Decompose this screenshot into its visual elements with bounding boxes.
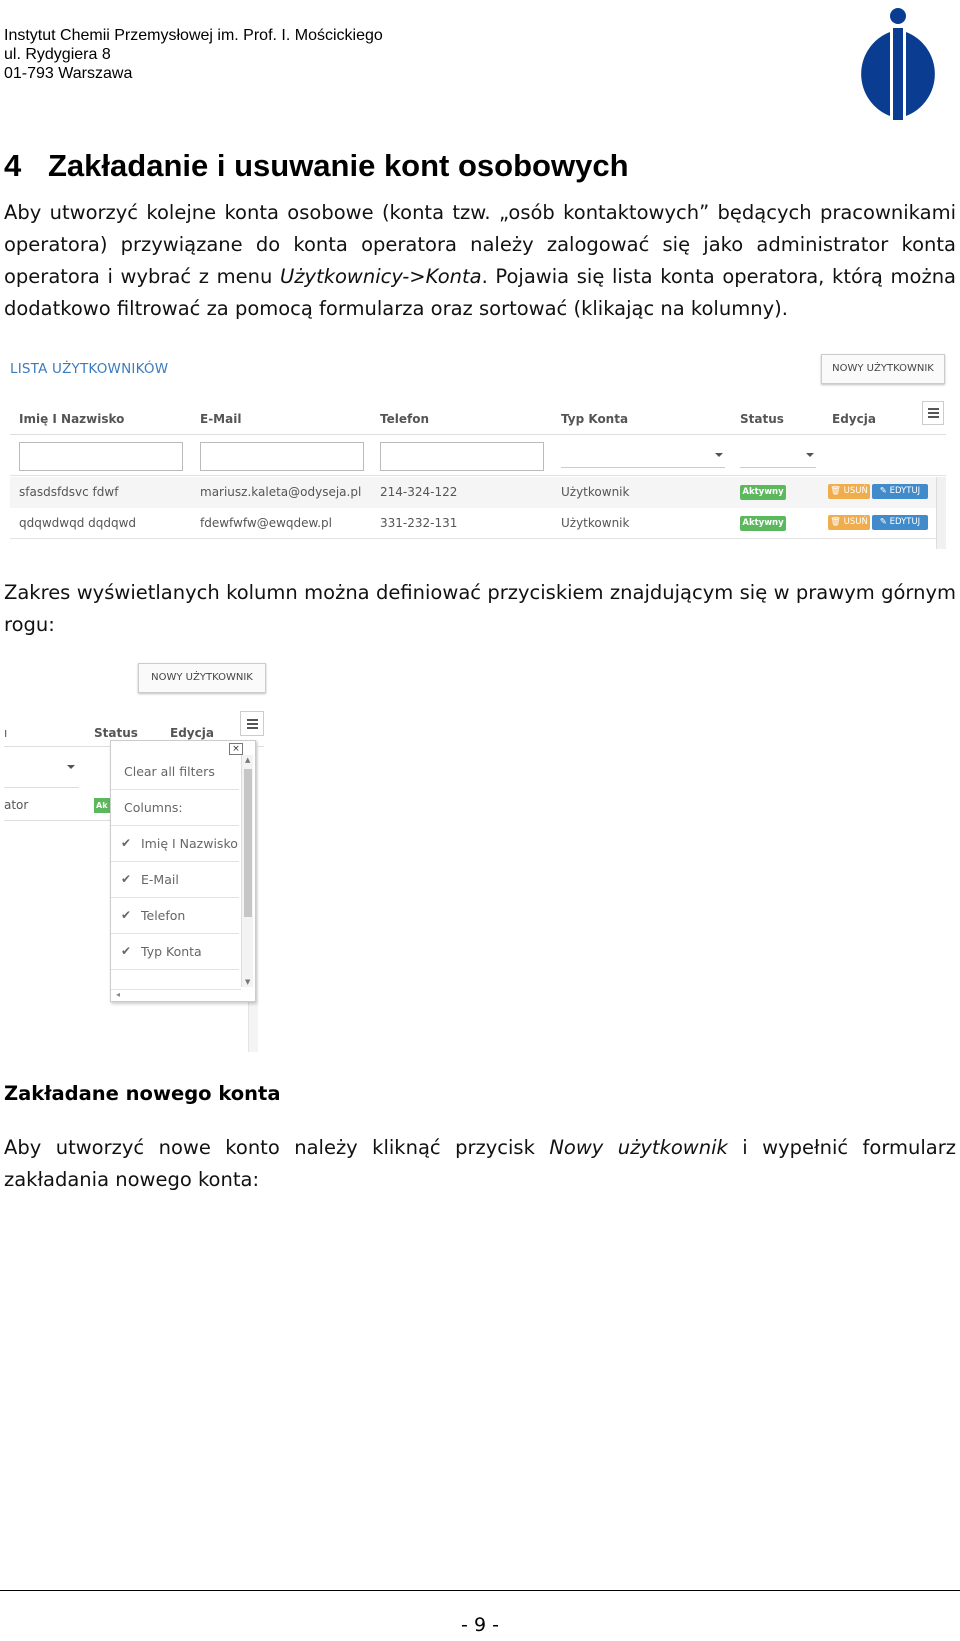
column-option[interactable] — [111, 934, 239, 970]
col-name[interactable]: Imię I Nazwisko — [19, 412, 125, 426]
columns-label: Columns: — [124, 800, 183, 815]
chevron-down-icon — [67, 765, 75, 769]
edit-button[interactable]: ✎ EDYTUJ — [872, 515, 928, 530]
close-icon[interactable]: × — [229, 743, 243, 755]
scroll-down-icon[interactable]: ▼ — [245, 978, 251, 986]
delete-label: USUŃ — [843, 517, 868, 527]
cell-type: Użytkownik — [561, 485, 630, 499]
new-account-text-b: i wypełnić formularz zakładania nowego konta: — [4, 1136, 956, 1191]
column-option[interactable] — [111, 862, 239, 898]
option-label: Typ Konta — [141, 944, 202, 959]
grid-header — [10, 403, 946, 435]
list-title: LISTA UŻYTKOWNIKÓW — [10, 361, 169, 377]
section-number: 4 — [4, 148, 22, 183]
column-menu-screenshot — [0, 655, 270, 1055]
page-number: - 9 - — [461, 1614, 499, 1636]
intro-paragraph — [4, 197, 956, 325]
filter-row — [10, 438, 946, 476]
cell-name: sfasdsfdsvc fdwf — [19, 485, 119, 499]
table-row — [10, 508, 946, 539]
edit-label: EDYTUJ — [889, 517, 921, 527]
user-list-screenshot — [10, 348, 946, 550]
option-label: Imię I Nazwisko — [141, 836, 238, 851]
cell-email: mariusz.kaleta@odyseja.pl — [200, 485, 362, 499]
col-account-type[interactable]: Typ Konta — [561, 412, 629, 426]
section-title: Zakładanie i usuwanie kont osobowych — [48, 148, 629, 183]
cell-type: Użytkownik — [561, 516, 630, 530]
cell-fragment: ator — [4, 798, 29, 812]
option-label: E-Mail — [141, 872, 179, 887]
delete-button[interactable]: 🗑 USUŃ — [828, 484, 870, 499]
scroll-left-icon[interactable]: ◂ — [116, 990, 121, 999]
table-row — [4, 789, 110, 821]
button-name: Nowy użytkownik — [549, 1136, 728, 1159]
clear-filters-label: Clear all filters — [124, 764, 215, 779]
org-street: ul. Rydygiera 8 — [4, 46, 111, 63]
filter-phone-input[interactable] — [380, 442, 544, 471]
cell-email: fdewfwfw@ewqdew.pl — [200, 516, 332, 530]
institute-logo — [852, 4, 942, 122]
status-badge: Aktywny — [740, 516, 786, 531]
column-option[interactable] — [111, 826, 239, 862]
subheading: Zakładane nowego konta — [4, 1082, 281, 1105]
section-heading — [4, 148, 629, 184]
intro-text-b: . Pojawia się lista konta operatora, którą można dodatkowo filtrować za pomocą formularza oraz sortować (klikając na kolumny). — [4, 265, 956, 320]
column-option[interactable] — [111, 898, 239, 934]
menu-path: Użytkownicy->Konta — [280, 265, 482, 288]
org-city: 01-793 Warszawa — [4, 65, 133, 82]
column-menu-icon[interactable] — [240, 711, 264, 736]
org-name: Instytut Chemii Przemysłowej im. Prof. I. Mościckiego — [4, 27, 383, 44]
organization-address — [4, 26, 383, 83]
intro-text-a: Aby utworzyć kolejne konta osobowe (konta tzw. „osób kontaktowych” będących pracownikami operatora) przywiązane do konta operatora należy zalogować się jako administrator konta operatora i wybrać z menu — [4, 201, 956, 288]
status-badge: Aktywny — [740, 485, 786, 500]
columns-label-item — [111, 790, 239, 826]
filter-name-input[interactable] — [19, 442, 183, 471]
scrollbar-thumb[interactable] — [244, 769, 252, 917]
footer-divider — [0, 1590, 960, 1591]
filter-select[interactable] — [4, 748, 79, 788]
checkmark-icon: ✔ — [121, 872, 132, 886]
edit-button[interactable]: ✎ EDYTUJ — [872, 484, 928, 499]
cell-name: qdqwdwqd dqdqwd — [19, 516, 137, 530]
filter-type-select[interactable] — [561, 444, 725, 468]
col-phone[interactable]: Telefon — [380, 412, 429, 426]
col-email[interactable]: E-Mail — [200, 412, 242, 426]
horizontal-scrollbar[interactable] — [111, 989, 241, 1001]
filter-status-select[interactable] — [740, 444, 816, 468]
checkmark-icon: ✔ — [121, 944, 132, 958]
cell-phone: 214-324-122 — [380, 485, 458, 499]
scroll-up-icon[interactable]: ▲ — [245, 756, 251, 764]
col-status[interactable]: Status — [740, 412, 784, 426]
option-label: Telefon — [141, 908, 186, 923]
checkmark-icon: ✔ — [121, 836, 132, 850]
table-row — [10, 477, 946, 508]
cell-phone: 331-232-131 — [380, 516, 458, 530]
col-status[interactable]: Status — [94, 726, 138, 740]
new-user-button[interactable]: NOWY UŻYTKOWNIK — [821, 354, 945, 384]
delete-button[interactable]: 🗑 USUŃ — [828, 515, 870, 530]
column-menu-dropdown — [110, 740, 256, 1002]
dropdown-scrollbar[interactable] — [241, 755, 253, 987]
chevron-down-icon — [806, 453, 814, 457]
new-account-paragraph — [4, 1132, 956, 1196]
checkmark-icon: ✔ — [121, 908, 132, 922]
new-user-button[interactable]: NOWY UŻYTKOWNIK — [138, 663, 266, 693]
delete-label: USUŃ — [843, 486, 868, 496]
col-fragment: ı — [4, 726, 8, 740]
chevron-down-icon — [715, 453, 723, 457]
new-account-text-a: Aby utworzyć nowe konto należy kliknąć przycisk — [4, 1136, 550, 1159]
columns-paragraph: Zakres wyświetlanych kolumn można definiować przyciskiem znajdującym się w prawym górnym rogu: — [4, 581, 956, 636]
col-edit[interactable]: Edycja — [832, 412, 876, 426]
status-badge: Ak — [94, 798, 110, 813]
filter-email-input[interactable] — [200, 442, 364, 471]
vertical-scrollbar[interactable] — [936, 477, 946, 549]
edit-label: EDYTUJ — [889, 486, 921, 496]
clear-filters-item[interactable] — [111, 754, 239, 790]
column-menu-icon[interactable] — [922, 401, 944, 425]
col-edit[interactable]: Edycja — [170, 726, 214, 740]
